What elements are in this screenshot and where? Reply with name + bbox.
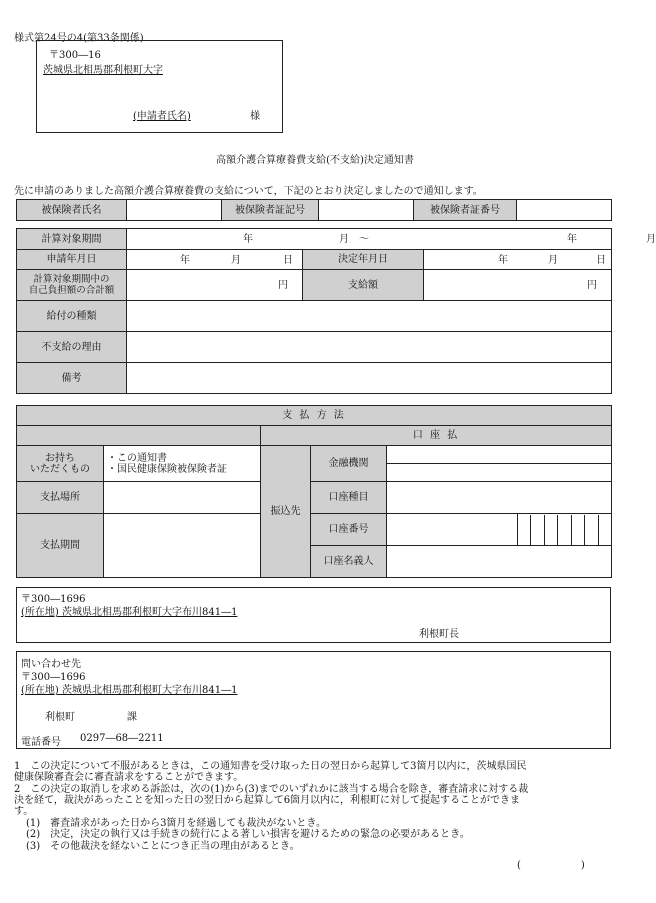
bring-label-line2: いただくもの — [30, 463, 90, 475]
insured-number-value — [517, 200, 612, 221]
contact-location-label: (所在地) — [21, 685, 59, 696]
account-transfer-header: 口 座 払 — [261, 426, 612, 446]
note-1-line1: 1 この決定について不服があるときは，この通知書を受け取った日の翌日から起算して3箇月以内に，茨城県国民 — [14, 761, 527, 772]
self-pay-yen: 円 — [278, 279, 288, 291]
issuer-mayor: 利根町長 — [419, 629, 459, 640]
payment-amount-value — [424, 270, 612, 301]
period-end-month: 月 — [646, 233, 656, 245]
decision-day: 日 — [596, 254, 606, 266]
digit-box — [531, 515, 544, 545]
self-pay-label — [17, 270, 127, 301]
note-2-line1: 2 この決定の取消しを求める訴訟は，次の(1)から(3)までのいずれかに該当する場合を除き，審査請求に対する裁 — [14, 784, 529, 795]
issuer-location-label: (所在地) — [21, 607, 59, 618]
closing-parentheses: ( ) — [517, 860, 585, 871]
digit-box — [518, 515, 531, 545]
calc-table — [16, 228, 656, 394]
digit-box — [558, 515, 571, 545]
addressee-address: 茨城県北相馬郡利根町大字 — [43, 65, 163, 76]
issuer-address: 茨城県北相馬郡利根町大字布川841―1 — [62, 607, 238, 618]
insured-symbol-value — [319, 200, 414, 221]
contact-town: 利根町 — [45, 712, 75, 723]
issuer-address-line — [21, 603, 237, 618]
period-start-year: 年 — [243, 233, 253, 245]
insured-name-value — [127, 200, 222, 221]
note-2-line2: 決を経て，裁決があったことを知った日の翌日から起算して6箇月以内に，利根町に対して提起することができま — [14, 795, 521, 806]
note-2-sub3: (3) その他裁決を経ないことにつき正当の理由があるとき。 — [26, 841, 300, 852]
issuer-box — [16, 587, 611, 643]
digit-box — [599, 515, 611, 545]
note-1-line2: 健康保険審査会に審査請求をすることができます。 — [14, 772, 244, 783]
honorific: 様 — [250, 111, 260, 122]
account-type-label: 口座種目 — [311, 482, 387, 514]
bank-label: 金融機関 — [311, 446, 387, 482]
contact-address-line — [21, 681, 237, 696]
bring-item-insurance-card: ・国民健康保険被保険者証 — [107, 463, 227, 475]
self-pay-value — [127, 270, 303, 301]
digit-box — [545, 515, 558, 545]
insured-number-label: 被保険者証番号 — [414, 200, 517, 221]
account-number-digit-boxes — [518, 514, 612, 546]
bank-value-line1 — [387, 446, 612, 464]
period-tilde: ～ — [359, 233, 369, 245]
addressee-box — [36, 40, 283, 133]
contact-phone: 0297―68―2211 — [80, 733, 164, 744]
nonpay-reason-value — [127, 332, 612, 363]
note-2-line3: す。 — [14, 806, 34, 817]
addressee-postal: 〒300―16 — [49, 50, 101, 61]
contact-section: 課 — [127, 712, 137, 723]
insured-table — [16, 199, 612, 221]
payment-place-value — [104, 482, 261, 514]
insured-symbol-label: 被保険者証記号 — [222, 200, 319, 221]
payment-method-header: 支 払 方 法 — [17, 406, 612, 426]
self-pay-label-line2: 自己負担額の合計額 — [28, 285, 115, 296]
bring-items-value — [104, 446, 261, 482]
apply-year: 年 — [180, 254, 190, 266]
apply-date-value — [127, 250, 303, 270]
payment-period-label: 支払期間 — [17, 514, 104, 578]
payment-blank-header — [17, 426, 261, 446]
period-end-year: 年 — [567, 233, 577, 245]
decision-year: 年 — [498, 254, 508, 266]
apply-month: 月 — [231, 254, 241, 266]
apply-date-label: 申請年月日 — [17, 250, 127, 270]
transfer-label: 振込先 — [261, 446, 311, 578]
account-number-label: 口座番号 — [311, 514, 387, 546]
remarks-label: 備考 — [17, 363, 127, 394]
contact-phone-label: 電話番号 — [21, 737, 61, 748]
decision-month: 月 — [548, 254, 558, 266]
account-holder-label: 口座名義人 — [311, 546, 387, 578]
payment-amount-label: 支給額 — [303, 270, 424, 301]
note-2-sub2: (2) 決定，決定の執行又は手続きの続行による著しい損害を避けるための緊急の必要があるとき。 — [26, 829, 470, 840]
benefit-type-label: 給付の種類 — [17, 301, 127, 332]
account-holder-value — [387, 546, 612, 578]
account-type-value — [387, 482, 612, 514]
intro-text: 先に申請のありました高額介護合算療養費の支給について，下記のとおり決定しましたので通知します。 — [14, 186, 483, 197]
issuer-postal: 〒300―1696 — [21, 594, 86, 605]
form-code: 様式第24号の4(第33条関係) — [14, 33, 144, 44]
insured-name-label: 被保険者氏名 — [17, 200, 127, 221]
calc-period-value — [127, 229, 656, 250]
apply-day: 日 — [283, 254, 293, 266]
bring-items-label — [17, 446, 104, 482]
bring-item-notice: ・この通知書 — [107, 452, 167, 464]
payment-place-label: 支払場所 — [17, 482, 104, 514]
payment-table — [16, 405, 612, 578]
decision-date-value — [424, 250, 612, 270]
bank-value-line2 — [387, 464, 612, 482]
calc-period-label: 計算対象期間 — [17, 229, 127, 250]
decision-date-label: 決定年月日 — [303, 250, 424, 270]
self-pay-label-line1: 計算対象期間中の — [33, 274, 110, 285]
digit-box — [585, 515, 598, 545]
contact-heading: 問い合わせ先 — [21, 659, 81, 670]
account-number-value — [387, 514, 518, 546]
applicant-name-label: (申請者氏名) — [133, 111, 191, 122]
benefit-type-value — [127, 301, 612, 332]
document-title: 高額介護合算療養費支給(不支給)決定通知書 — [216, 155, 414, 166]
payment-period-value — [104, 514, 261, 578]
note-2-sub1: (1) 審査請求があった日から3箇月を経過しても裁決がないとき。 — [26, 818, 327, 829]
payment-amount-yen: 円 — [587, 279, 598, 291]
contact-address: 茨城県北相馬郡利根町大字布川841―1 — [62, 685, 238, 696]
remarks-value — [127, 363, 612, 394]
digit-box — [572, 515, 585, 545]
contact-box — [16, 651, 611, 749]
period-start-month: 月 — [339, 233, 349, 245]
contact-postal: 〒300―1696 — [21, 672, 86, 683]
bring-label-line1: お持ち — [45, 452, 75, 464]
nonpay-reason-label: 不支給の理由 — [17, 332, 127, 363]
